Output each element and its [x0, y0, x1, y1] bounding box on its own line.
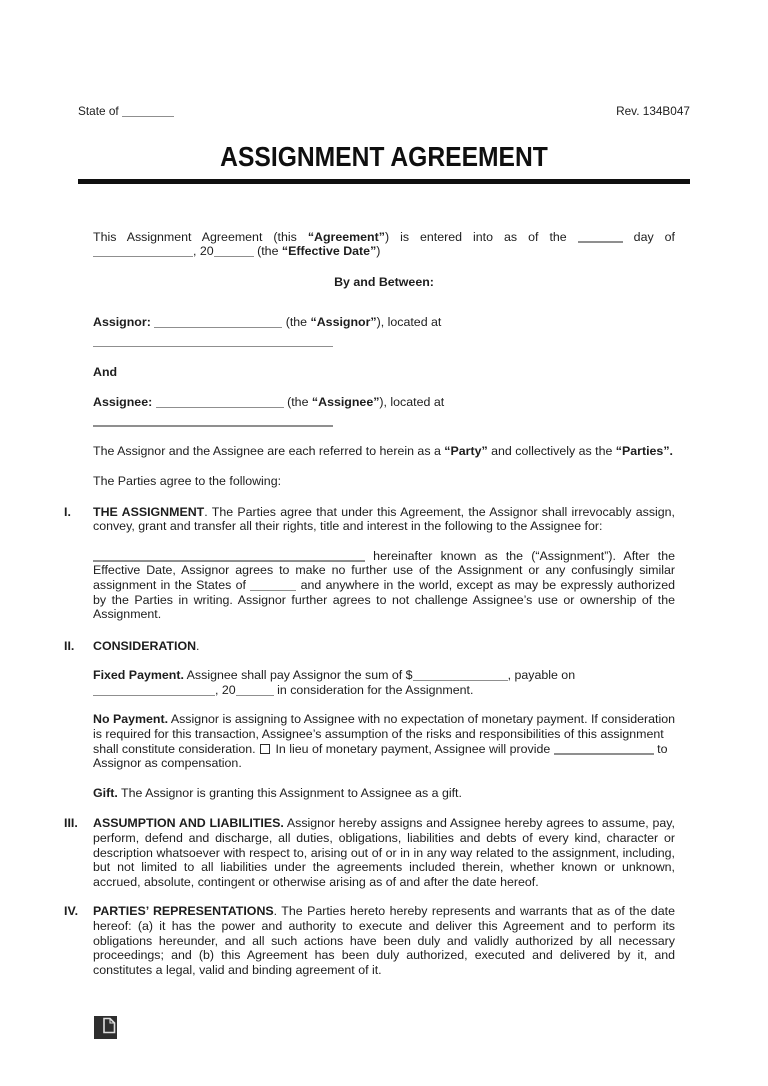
state-of-line: State of — [78, 104, 174, 119]
fill-in-blank — [93, 560, 365, 561]
document-body — [64, 229, 676, 978]
fill-in-blank — [413, 680, 508, 681]
assignee-address-blank — [93, 414, 675, 429]
fill-in-blank — [93, 425, 333, 426]
fill-in-blank — [214, 256, 254, 257]
fill-in-blank — [578, 241, 623, 242]
parties-definition-paragraph: The Assignor and the Assignee are each referred to herein as a “Party” and collectively as the “Parties”. — [93, 444, 673, 459]
fill-in-blank — [93, 256, 193, 257]
by-and-between-heading: By and Between: — [334, 274, 434, 289]
section-number: IV. — [64, 904, 79, 919]
section-paragraph: PARTIES’ REPRESENTATIONS. The Parties hereto hereby represents and warrants that as of the date hereof: (a) it has the power and authority to execute and deliver this Agreement and to perform its obligations hereunder, and all such actions have been duly and validly authorized by all necessary proceedings; and (b) this Agreement has been duly authorized, executed and delivered by it, and constitutes a legal, valid and binding agreement of it. — [93, 904, 675, 977]
section-parties-representations — [64, 904, 675, 977]
assignor-line: Assignor: (the “Assignor”), located at — [93, 315, 442, 330]
section-number: I. — [64, 504, 71, 519]
fill-in-blank — [93, 346, 333, 347]
intro-paragraph: This Assignment Agreement (this “Agreement”) is entered into as of the day of , 20 (the “Effective Date”) — [93, 229, 675, 259]
section-number: II. — [64, 638, 75, 653]
fill-in-blank — [93, 695, 215, 696]
fill-in-blank — [122, 116, 174, 117]
revision-number: Rev. 134B047 — [616, 104, 690, 118]
assignor-address-blank — [93, 334, 675, 349]
section-the-assignment — [64, 504, 676, 622]
legal-templates-logo-icon — [94, 1016, 117, 1039]
page-title: ASSIGNMENT AGREEMENT — [220, 140, 548, 172]
section-paragraph: THE ASSIGNMENT. The Parties agree that under this Agreement, the Assignor shall irrevocably assign, convey, grant and transfer all their rights, title and interest in the following to the Assignee for: — [93, 504, 676, 534]
section-number: III. — [64, 816, 78, 831]
section-paragraph: ASSUMPTION AND LIABILITIES. Assignor hereby assigns and Assignee hereby agrees to assume, pay, perform, defend and discharge, all duties, obligations, liabilities and debts of every kind, character or description whatsoever with respect to, arising out of or in in any way related to the assignment, including, but not limited to all liabilities under the agreements included therein, whether known or unknown, accrued, absolute, contingent or otherwise arising as of and after the date hereof. — [93, 816, 675, 889]
fill-in-blank — [250, 590, 296, 591]
fill-in-blank — [154, 327, 282, 328]
section-heading: CONSIDERATION. — [93, 638, 200, 653]
fill-in-blank — [554, 753, 654, 754]
section-assumption-liabilities — [64, 816, 675, 889]
document-header — [78, 104, 690, 119]
gift-paragraph: Gift. The Assignor is granting this Assignment to Assignee as a gift. — [93, 785, 462, 800]
assignment-description-paragraph: hereinafter known as the (“Assignment”). After the Effective Date, Assignor agrees to make no further use of the Assignment or any confusingly similar assignment in the States of and anywhere in the world, except as may be expressly authorized by the Parties in writing. Assignor further agrees to not challenge Assignee’s use or ownership of the Assignment. — [93, 548, 676, 622]
title-divider — [78, 179, 690, 184]
checkbox-glyph — [260, 744, 270, 754]
and-label: And — [93, 364, 118, 379]
fill-in-blank — [236, 695, 274, 696]
agreement-lead-in: The Parties agree to the following: — [93, 473, 282, 488]
assignee-line: Assignee: (the “Assignee”), located at — [93, 395, 445, 410]
no-payment-paragraph: No Payment. Assignor is assigning to Assignee with no expectation of monetary payment. If consideration is required for this transaction, Assignee’s assumption of the risks and responsibilities of this assignment shall constitute consideration. In lieu of monetary payment, Assignee will provide to Assignor as compensation. — [93, 712, 675, 771]
fill-in-blank — [156, 407, 284, 408]
section-consideration — [64, 638, 675, 801]
fixed-payment-paragraph: Fixed Payment. Assignee shall pay Assignor the sum of $ , payable on , 20 in consideration for the Assignment. — [93, 668, 576, 697]
